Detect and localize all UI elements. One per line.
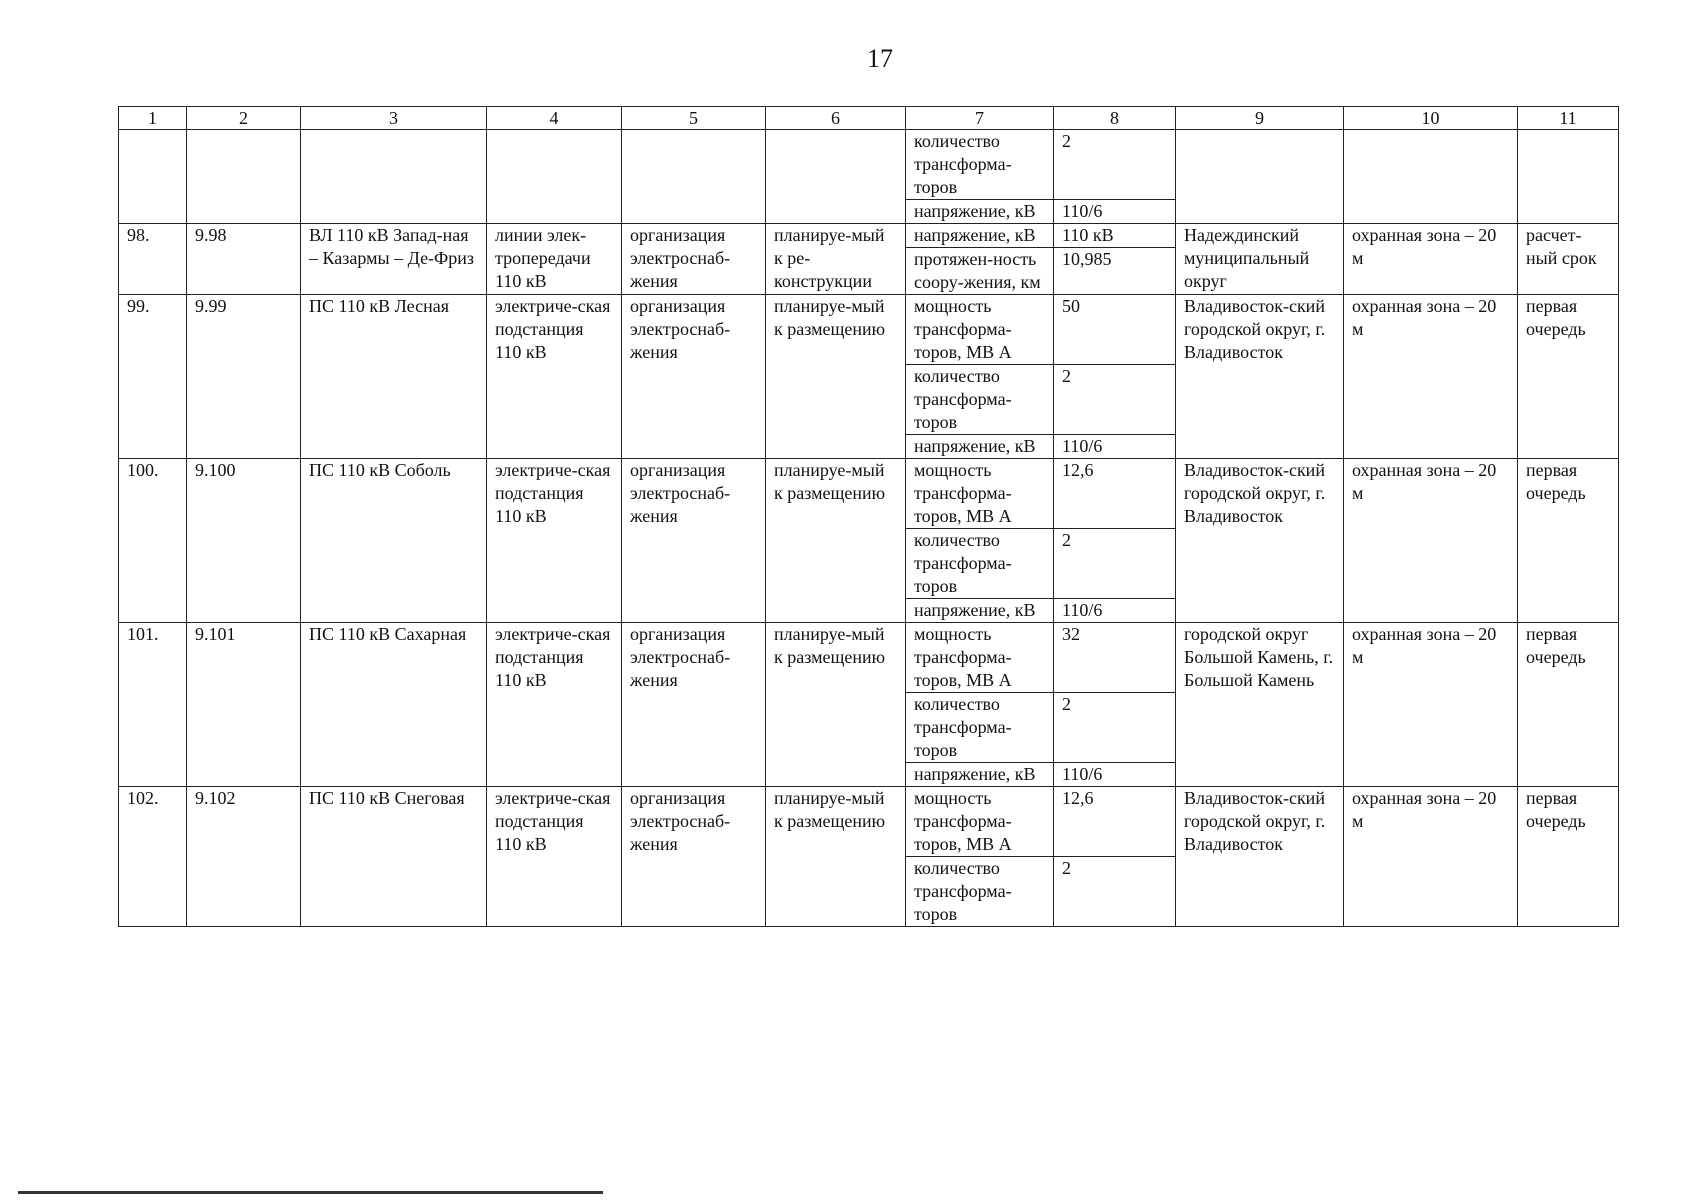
param-value-cell: 2 [1054, 130, 1176, 200]
param-value-cell: 2 [1054, 529, 1176, 599]
footer-rule [18, 1191, 603, 1194]
param-name-cell: протяжен-ность соору-жения, км [906, 248, 1054, 295]
param-name-cell: напряжение, кВ [906, 763, 1054, 787]
column-number: 5 [622, 107, 766, 130]
zone-cell: охранная зона – 20 м [1344, 224, 1518, 295]
column-number: 10 [1344, 107, 1518, 130]
object-name-cell: ПС 110 кВ Сахарная [301, 623, 487, 787]
object-status-cell: планируе-мый к размещению [766, 295, 906, 459]
empty-cell [766, 130, 906, 224]
object-type-cell: линии элек-тропередачи 110 кВ [487, 224, 622, 295]
location-cell: городской округ Большой Камень, г. Большой Камень [1176, 623, 1344, 787]
object-purpose-cell: организация электроснаб-жения [622, 787, 766, 927]
object-type-cell: электриче-ская подстанция 110 кВ [487, 459, 622, 623]
term-cell: первая очередь [1518, 295, 1619, 459]
column-number: 1 [119, 107, 187, 130]
object-purpose-cell: организация электроснаб-жения [622, 459, 766, 623]
object-purpose-cell: организация электроснаб-жения [622, 224, 766, 295]
object-code-cell: 9.99 [187, 295, 301, 459]
object-code-cell: 9.100 [187, 459, 301, 623]
param-name-cell: напряжение, кВ [906, 435, 1054, 459]
empty-cell [187, 130, 301, 224]
object-code-cell: 9.102 [187, 787, 301, 927]
object-type-cell: электриче-ская подстанция 110 кВ [487, 787, 622, 927]
object-purpose-cell: организация электроснаб-жения [622, 295, 766, 459]
location-cell: Владивосток-ский городской округ, г. Владивосток [1176, 295, 1344, 459]
column-number-row [119, 107, 1619, 130]
object-name-cell: ПС 110 кВ Лесная [301, 295, 487, 459]
object-code-cell: 9.101 [187, 623, 301, 787]
column-number: 2 [187, 107, 301, 130]
zone-cell: охранная зона – 20 м [1344, 623, 1518, 787]
param-name-cell: количество трансформа-торов [906, 365, 1054, 435]
param-name-cell: мощность трансформа-торов, МВ А [906, 623, 1054, 693]
row-number-cell: 100. [119, 459, 187, 623]
param-value-cell: 2 [1054, 857, 1176, 927]
object-name-cell: ПС 110 кВ Снеговая [301, 787, 487, 927]
objects-table [118, 106, 1619, 927]
column-number: 11 [1518, 107, 1619, 130]
param-name-cell: напряжение, кВ [906, 224, 1054, 248]
row-number-cell: 101. [119, 623, 187, 787]
row-number-cell: 98. [119, 224, 187, 295]
param-value-cell: 110/6 [1054, 435, 1176, 459]
row-number-cell: 99. [119, 295, 187, 459]
table-row [119, 459, 1619, 529]
zone-cell: охранная зона – 20 м [1344, 295, 1518, 459]
empty-cell [1344, 130, 1518, 224]
param-value-cell: 12,6 [1054, 459, 1176, 529]
zone-cell: охранная зона – 20 м [1344, 459, 1518, 623]
column-number: 3 [301, 107, 487, 130]
param-value-cell: 110 кВ [1054, 224, 1176, 248]
object-status-cell: планируе-мый к размещению [766, 623, 906, 787]
column-number: 7 [906, 107, 1054, 130]
page-number: 17 [867, 44, 893, 73]
param-value-cell: 50 [1054, 295, 1176, 365]
param-value-cell: 32 [1054, 623, 1176, 693]
empty-cell [487, 130, 622, 224]
object-status-cell: планируе-мый к размещению [766, 787, 906, 927]
param-value-cell: 2 [1054, 693, 1176, 763]
param-name-cell: мощность трансформа-торов, МВ А [906, 459, 1054, 529]
param-name-cell: мощность трансформа-торов, МВ А [906, 295, 1054, 365]
table-row [119, 787, 1619, 857]
param-name-cell: количество трансформа-торов [906, 693, 1054, 763]
column-number: 6 [766, 107, 906, 130]
row-number-cell: 102. [119, 787, 187, 927]
param-name-cell: мощность трансформа-торов, МВ А [906, 787, 1054, 857]
column-number: 9 [1176, 107, 1344, 130]
table-row [119, 623, 1619, 693]
object-name-cell: ВЛ 110 кВ Запад-ная – Казармы – Де-Фриз [301, 224, 487, 295]
object-purpose-cell: организация электроснаб-жения [622, 623, 766, 787]
object-name-cell: ПС 110 кВ Соболь [301, 459, 487, 623]
param-value-cell: 10,985 [1054, 248, 1176, 295]
empty-cell [301, 130, 487, 224]
location-cell: Владивосток-ский городской округ, г. Владивосток [1176, 787, 1344, 927]
zone-cell: охранная зона – 20 м [1344, 787, 1518, 927]
object-code-cell: 9.98 [187, 224, 301, 295]
empty-cell [1518, 130, 1619, 224]
param-name-cell: количество трансформа-торов [906, 130, 1054, 200]
param-value-cell: 110/6 [1054, 763, 1176, 787]
param-value-cell: 110/6 [1054, 599, 1176, 623]
empty-cell [119, 130, 187, 224]
term-cell: первая очередь [1518, 787, 1619, 927]
column-number: 4 [487, 107, 622, 130]
param-name-cell: напряжение, кВ [906, 200, 1054, 224]
location-cell: Владивосток-ский городской округ, г. Владивосток [1176, 459, 1344, 623]
object-status-cell: планируе-мый к размещению [766, 459, 906, 623]
term-cell: расчет-ный срок [1518, 224, 1619, 295]
location-cell: Надеждинский муниципальный округ [1176, 224, 1344, 295]
object-type-cell: электриче-ская подстанция 110 кВ [487, 623, 622, 787]
param-value-cell: 12,6 [1054, 787, 1176, 857]
param-name-cell: напряжение, кВ [906, 599, 1054, 623]
term-cell: первая очередь [1518, 459, 1619, 623]
empty-cell [622, 130, 766, 224]
empty-cell [1176, 130, 1344, 224]
table-row [119, 295, 1619, 365]
param-name-cell: количество трансформа-торов [906, 857, 1054, 927]
column-number: 8 [1054, 107, 1176, 130]
table-row [119, 130, 1619, 200]
term-cell: первая очередь [1518, 623, 1619, 787]
object-type-cell: электриче-ская подстанция 110 кВ [487, 295, 622, 459]
param-value-cell: 110/6 [1054, 200, 1176, 224]
table-row [119, 224, 1619, 248]
object-status-cell: планируе-мый к ре-конструкции [766, 224, 906, 295]
param-name-cell: количество трансформа-торов [906, 529, 1054, 599]
param-value-cell: 2 [1054, 365, 1176, 435]
